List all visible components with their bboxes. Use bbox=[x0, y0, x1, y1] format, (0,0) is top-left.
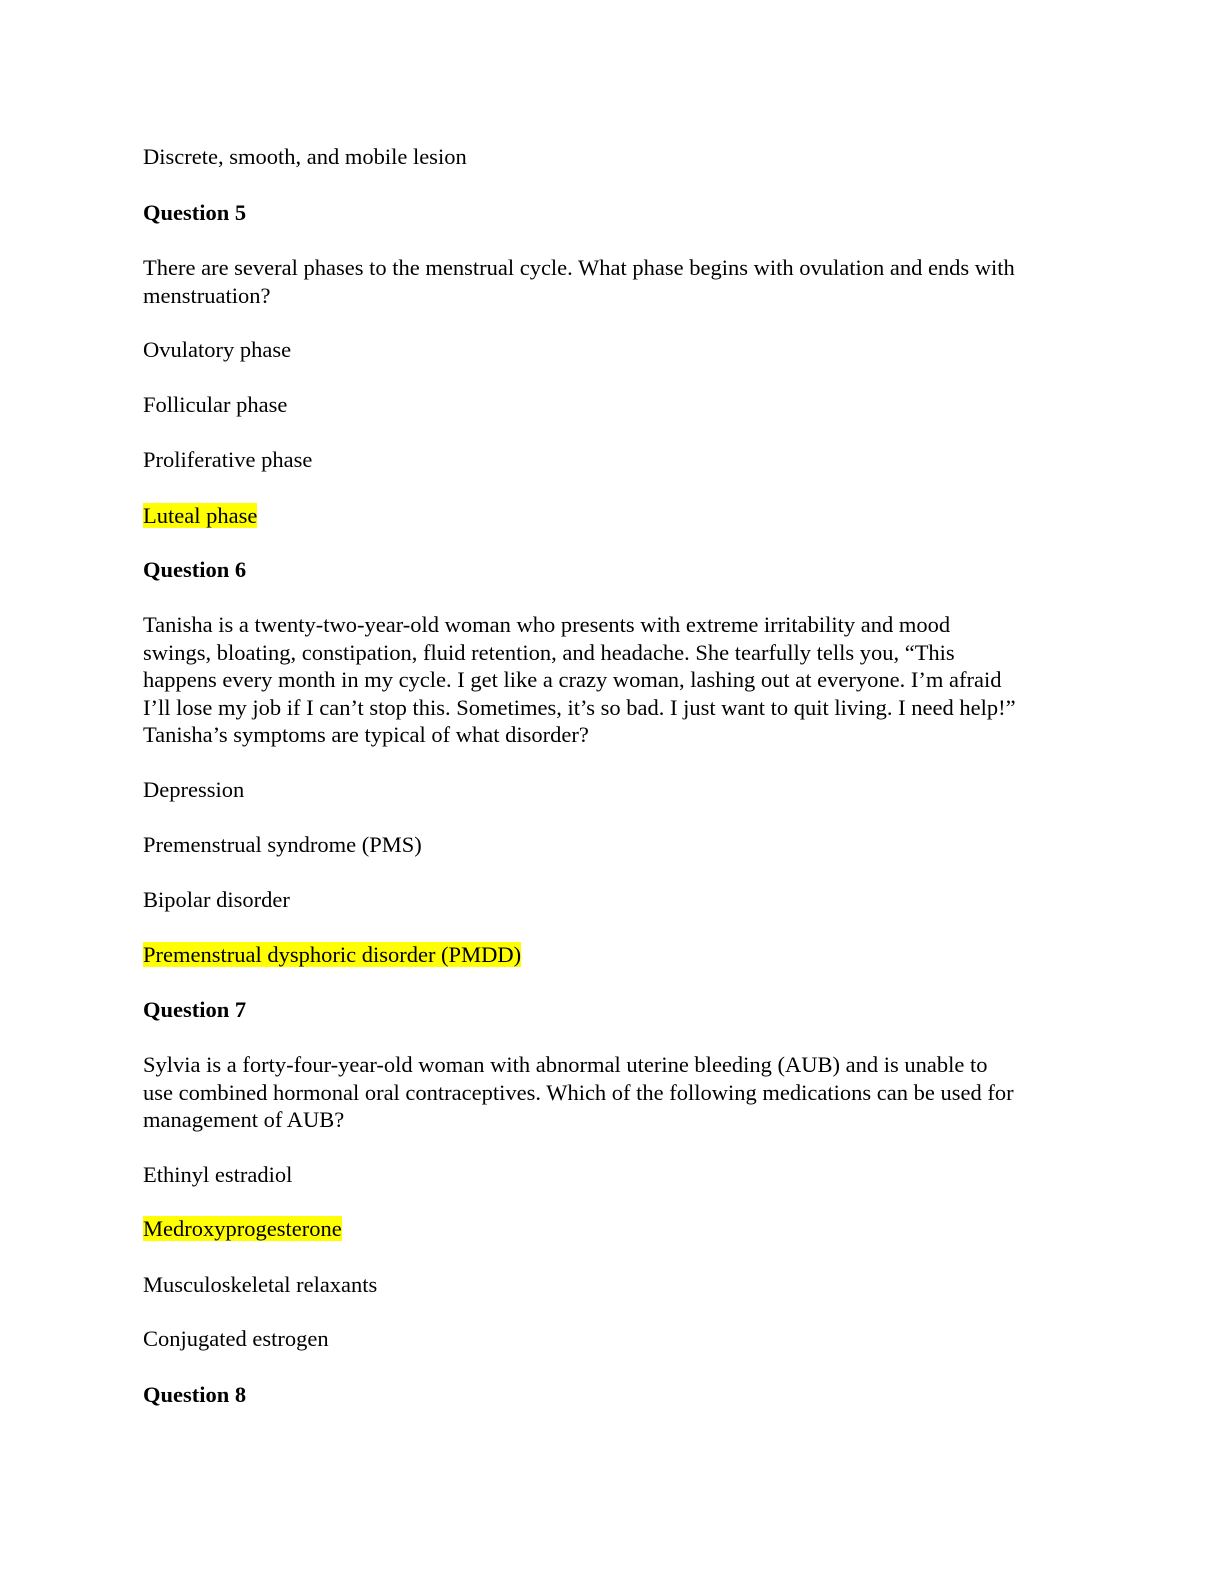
question-text-line: use combined hormonal oral contraceptives. Which of the following medications can be used for bbox=[143, 1079, 1014, 1105]
answer-option: Ovulatory phase bbox=[143, 337, 292, 362]
answer-option: Proliferative phase bbox=[143, 447, 313, 472]
question-heading: Question 8 bbox=[143, 1382, 247, 1407]
question-text: There are several phases to the menstrual cycle. What phase begins with ovulation and ends with menstruation? bbox=[143, 255, 1015, 308]
question-heading: Question 7 bbox=[143, 997, 247, 1022]
question-text-line: Tanisha’s symptoms are typical of what disorder? bbox=[143, 722, 589, 747]
answer-highlight: Medroxyprogesterone bbox=[143, 1216, 342, 1241]
answer-option: Premenstrual syndrome (PMS) bbox=[143, 832, 422, 857]
question-text-line: management of AUB? bbox=[143, 1107, 345, 1132]
answer-option: Conjugated estrogen bbox=[143, 1326, 329, 1351]
question-text-line: Sylvia is a forty-four-year-old woman with abnormal uterine bleeding (AUB) and is unable to bbox=[143, 1052, 988, 1077]
answer-highlight: Luteal phase bbox=[143, 503, 258, 528]
question-heading: Question 6 bbox=[143, 557, 247, 582]
answer-option: Follicular phase bbox=[143, 392, 288, 417]
answer-option: Musculoskeletal relaxants bbox=[143, 1272, 378, 1297]
answer-highlight: Premenstrual dysphoric disorder (PMDD) bbox=[143, 942, 522, 967]
question-heading: Question 5 bbox=[143, 200, 247, 225]
answer-option-selected bbox=[143, 502, 257, 530]
answer-option: Depression bbox=[143, 777, 245, 802]
answer-option: Ethinyl estradiol bbox=[143, 1162, 293, 1187]
question-text-line: happens every month in my cycle. I get like a crazy woman, lashing out at everyone. I’m afraid bbox=[143, 667, 1002, 692]
question-text-line: Tanisha is a twenty-two-year-old woman who presents with extreme irritability and mood bbox=[143, 612, 951, 637]
answer-option-selected bbox=[143, 941, 521, 969]
question-text-line: I’ll lose my job if I can’t stop this. Sometimes, it’s so bad. I just want to quit living. I need help!” bbox=[143, 694, 1016, 720]
answer-option-selected bbox=[143, 1215, 342, 1243]
document-page bbox=[143, 0, 1078, 1584]
question-text-line: swings, bloating, constipation, fluid retention, and headache. She tearfully tells you, “This bbox=[143, 639, 955, 665]
answer-option: Bipolar disorder bbox=[143, 887, 290, 912]
answer-option: Discrete, smooth, and mobile lesion bbox=[143, 144, 467, 169]
